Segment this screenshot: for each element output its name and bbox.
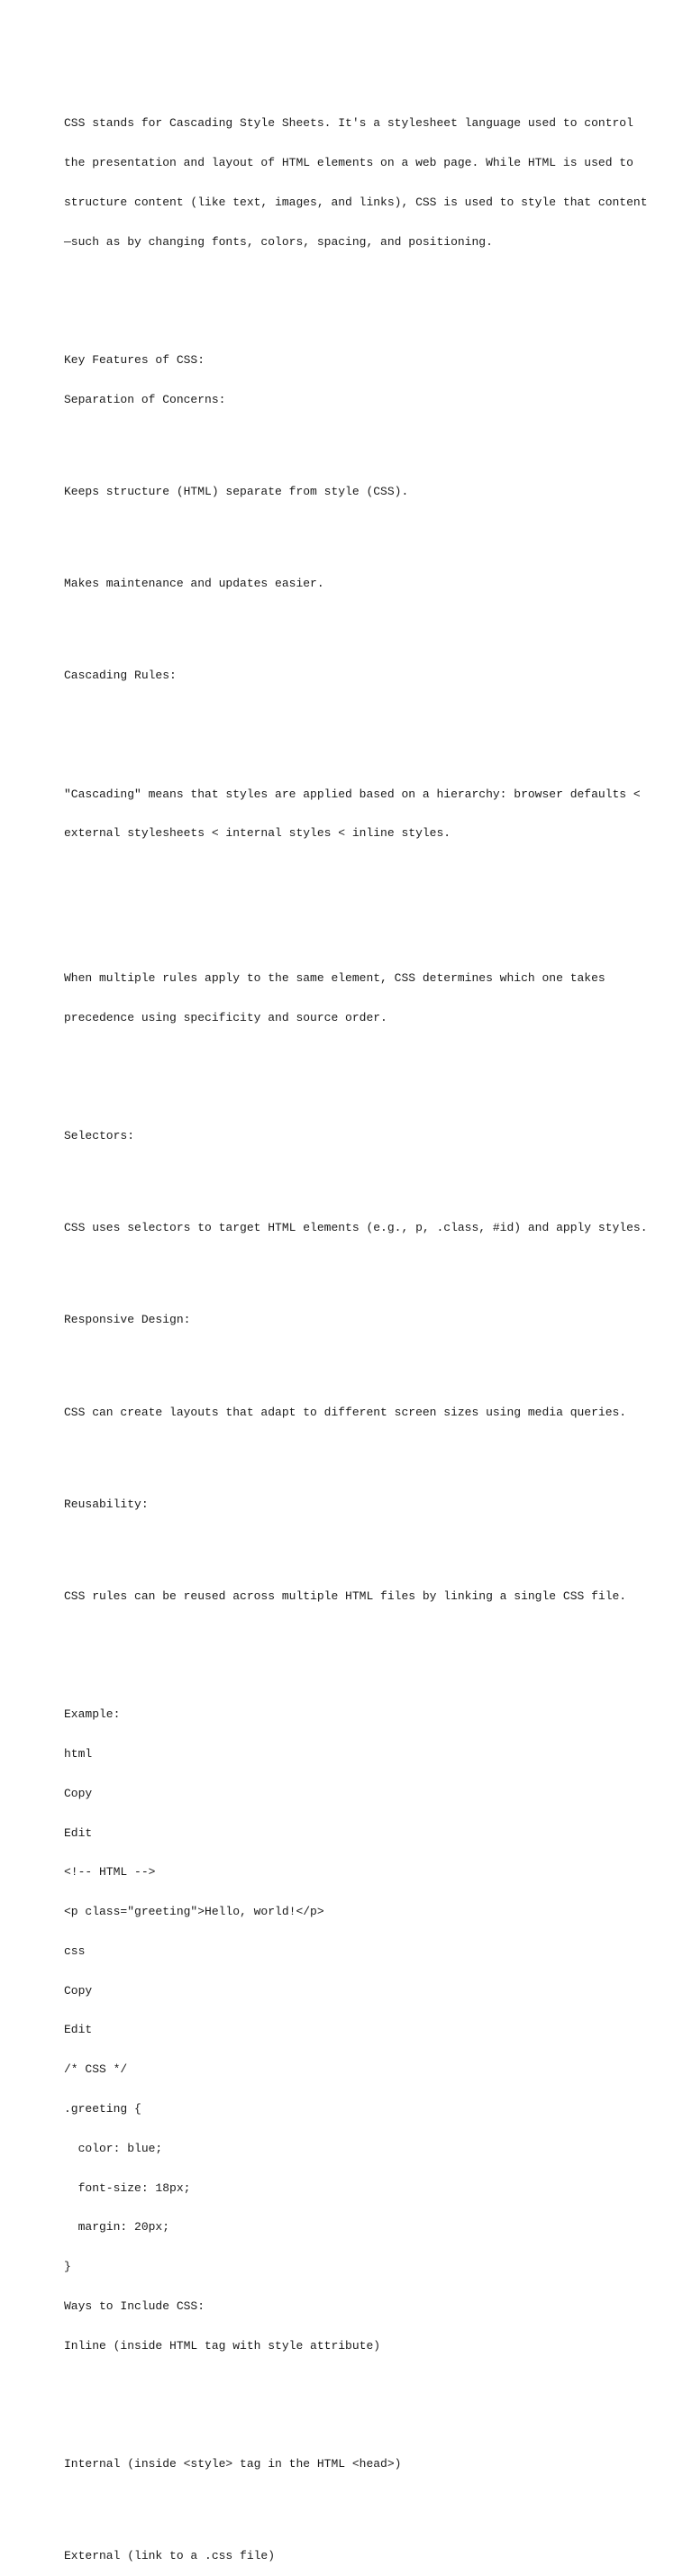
spacer bbox=[64, 1078, 659, 1091]
intro-line: CSS stands for Cascading Style Sheets. It's a stylesheet language used to control bbox=[64, 116, 633, 131]
example-heading: Example: bbox=[64, 1707, 121, 1722]
reusability-heading: Reusability: bbox=[64, 1497, 149, 1511]
responsive-heading: Responsive Design: bbox=[64, 1313, 191, 1327]
spacer bbox=[64, 1538, 659, 1552]
intro-line: —such as by changing fonts, colors, spacing, and positioning. bbox=[64, 234, 493, 249]
code-line: color: blue; bbox=[64, 2141, 163, 2155]
cascading-paragraph-1 bbox=[64, 761, 659, 867]
code-line: <!-- HTML --> bbox=[64, 1865, 156, 1880]
code-line: /* CSS */ bbox=[64, 2062, 128, 2077]
code-line: .greeting { bbox=[64, 2102, 141, 2116]
selectors-text: CSS uses selectors to target HTML elements (e.g., p, .class, #id) and apply styles. bbox=[64, 1221, 648, 1235]
spacer bbox=[64, 1630, 659, 1643]
intro-line: the presentation and layout of HTML elements on a web page. While HTML is used to bbox=[64, 156, 633, 170]
spacer bbox=[64, 617, 659, 631]
spacer bbox=[64, 1261, 659, 1275]
cascading-paragraph-2 bbox=[64, 946, 659, 1051]
cascading-line: precedence using specificity and source order. bbox=[64, 1010, 387, 1024]
code-line: font-size: 18px; bbox=[64, 2180, 191, 2195]
copy-label: Copy bbox=[64, 1786, 93, 1800]
copy-label: Copy bbox=[64, 1983, 93, 1998]
key-features-heading: Key Features of CSS: bbox=[64, 353, 205, 368]
code-line: <p class="greeting">Hello, world!</p> bbox=[64, 1905, 324, 1919]
spacer bbox=[64, 433, 659, 447]
code-language-label: html bbox=[64, 1747, 93, 1761]
responsive-text: CSS can create layouts that adapt to different screen sizes using media queries. bbox=[64, 1405, 627, 1419]
separation-text-1: Keeps structure (HTML) separate from style (CSS). bbox=[64, 485, 409, 498]
include-inline: Inline (inside HTML tag with style attribute) bbox=[64, 2338, 381, 2353]
code-line: margin: 20px; bbox=[64, 2220, 170, 2235]
spacer bbox=[64, 525, 659, 539]
include-external: External (link to a .css file) bbox=[64, 2549, 276, 2563]
cascading-line: external stylesheets < internal styles < inline styles. bbox=[64, 826, 451, 841]
reusability-text: CSS rules can be reused across multiple HTML files by linking a single CSS file. bbox=[64, 1588, 627, 1603]
intro-line: structure content (like text, images, and links), CSS is used to style that content bbox=[64, 195, 648, 209]
separation-text-2: Makes maintenance and updates easier. bbox=[64, 577, 324, 591]
spacer bbox=[64, 893, 659, 906]
cascading-line: When multiple rules apply to the same element, CSS determines which one takes bbox=[64, 970, 606, 985]
edit-label: Edit bbox=[64, 1825, 93, 1840]
cascading-line: "Cascading" means that styles are applied based on a hierarchy: browser defaults < bbox=[64, 787, 641, 801]
edit-label: Edit bbox=[64, 2023, 93, 2037]
separation-heading: Separation of Concerns: bbox=[64, 392, 226, 406]
spacer bbox=[64, 2406, 659, 2419]
spacer bbox=[64, 2498, 659, 2511]
spacer bbox=[64, 1353, 659, 1367]
spacer bbox=[64, 1445, 659, 1459]
spacer bbox=[64, 302, 659, 315]
include-internal: Internal (inside <style> tag in the HTML <head>) bbox=[64, 2457, 402, 2471]
selectors-heading: Selectors: bbox=[64, 1129, 135, 1143]
example-block bbox=[64, 1682, 659, 2379]
cascading-heading: Cascading Rules: bbox=[64, 669, 177, 683]
code-language-label: css bbox=[64, 1943, 86, 1958]
spacer bbox=[64, 1170, 659, 1183]
code-line: } bbox=[64, 2260, 71, 2274]
spacer bbox=[64, 709, 659, 723]
document-body bbox=[64, 65, 659, 2576]
ways-heading: Ways to Include CSS: bbox=[64, 2298, 205, 2313]
intro-paragraph bbox=[64, 91, 659, 275]
